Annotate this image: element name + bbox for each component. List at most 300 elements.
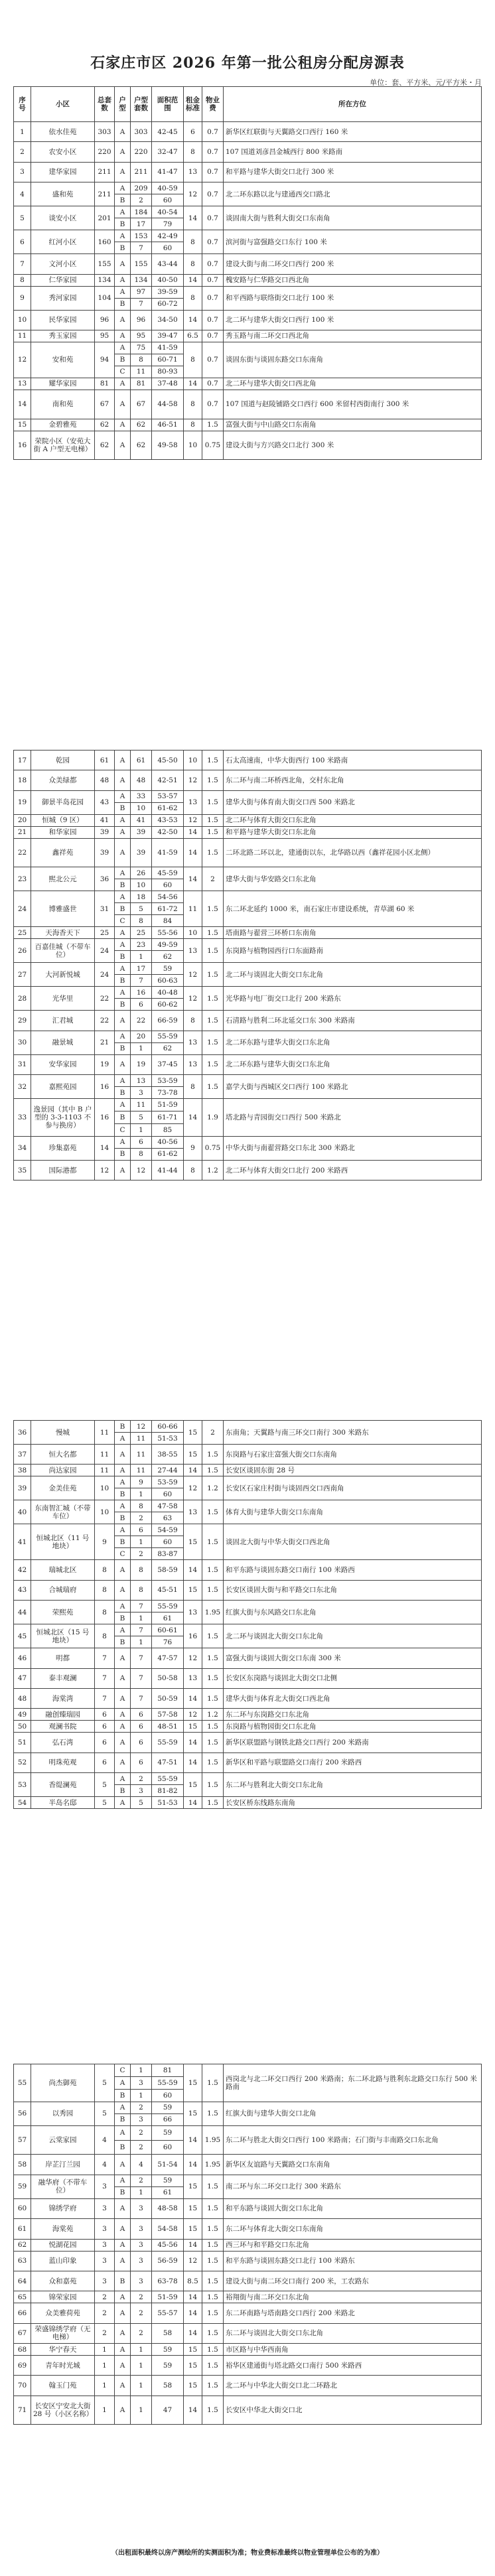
table-row [14,310,482,330]
row-number: 41 [14,1524,31,1560]
property-fee: 1.2 [202,1476,224,1500]
location: 富强大街与谈固大街交口东南 300 米 [224,1648,482,1668]
area-range: 60 [152,194,184,206]
unit-type: B [115,1512,131,1524]
type-units: 39 [131,826,152,838]
total-units: 94 [95,342,115,378]
column-header: 小区 [31,87,95,122]
rent-standard: 15 [184,2344,202,2356]
type-units: 8 [131,1560,152,1580]
area-range: 51-59 [152,2291,184,2303]
area-range: 59 [152,2356,184,2376]
row-number: 8 [14,274,31,286]
unit-type: A [115,2076,131,2089]
area-range: 61 [152,2186,184,2198]
row-number: 3 [14,162,31,182]
table-row [14,162,482,182]
unit-type: A [115,1753,131,1772]
property-fee: 0.7 [202,142,224,162]
unit-type: C [115,915,131,927]
location: 东二环与东岗路交口东北角 [224,1709,482,1721]
location: 裕华区建通街与塔北路交口南行 500 米路西 [224,2356,482,2376]
total-units: 19 [95,1054,115,1074]
rent-standard: 15 [184,2102,202,2125]
property-fee: 0.7 [202,330,224,342]
total-units: 1 [95,2344,115,2356]
location: 裕翔街与南二环交口东北角 [224,2291,482,2303]
property-fee: 1.5 [202,2291,224,2303]
community-name: 海棠苑 [31,2219,95,2239]
table-row [14,1465,482,1476]
allocation-table [13,2064,482,2425]
table-row [14,1560,482,1580]
rent-standard: 14 [184,274,202,286]
row-number: 46 [14,1648,31,1668]
rent-standard: 14 [184,1560,202,1580]
type-units: 1 [131,1536,152,1548]
type-units: 4 [131,2155,152,2175]
table-row [14,378,482,390]
unit-type: A [115,142,131,162]
location: 东二环与谈固北大街交口东北角 [224,2323,482,2343]
total-units: 24 [95,939,115,963]
community-name: 博雅盛世 [31,891,95,927]
unit-type: C [115,2064,131,2077]
rent-standard: 11 [184,891,202,927]
area-range: 47-51 [152,1753,184,1772]
unit-type: A [115,814,131,826]
rent-standard: 15 [184,1524,202,1560]
table-row [14,2271,482,2291]
total-units: 31 [95,891,115,927]
community-name: 秀玉家园 [31,330,95,342]
unit-type: B [115,879,131,891]
table-row [14,230,482,242]
table-row [14,431,482,460]
table-row [14,1054,482,1074]
rent-standard: 12 [184,814,202,826]
rent-standard: 12 [184,2251,202,2271]
property-fee: 1.95 [202,2155,224,2175]
total-units: 36 [95,867,115,891]
document-title: 石家庄市区 2026 年第一批公租房分配房源表 [90,54,405,72]
unit-type: A [115,2198,131,2218]
column-header: 物业费 [202,87,224,122]
community-name: 仁华家园 [31,274,95,286]
total-units: 2 [95,2291,115,2303]
row-number: 29 [14,1011,31,1031]
unit-type: A [115,1136,131,1148]
rent-standard: 13 [184,1668,202,1688]
unit-type: A [115,770,131,790]
total-units: 155 [95,254,115,274]
type-units: 3 [131,1785,152,1797]
total-units: 43 [95,790,115,814]
unit-type: A [115,2396,131,2425]
row-number: 54 [14,1797,31,1809]
area-range: 79 [152,218,184,230]
type-units: 7 [131,1668,152,1688]
rent-standard: 15 [184,2064,202,2102]
row-number: 32 [14,1075,31,1099]
location: 谈固东街与谈固东路交口东南角 [224,342,482,378]
rent-standard: 8 [184,230,202,254]
community-name: 依水佳苑 [31,122,95,142]
rent-standard: 14 [184,2239,202,2251]
total-units: 1 [95,2376,115,2396]
property-fee: 1.9 [202,1099,224,1137]
unit-type: A [115,1601,131,1612]
unit-type: A [115,274,131,286]
rent-standard: 8 [184,254,202,274]
area-range: 55-59 [152,1733,184,1753]
type-units: 10 [131,802,152,814]
unit-type: A [115,1668,131,1688]
area-range: 59 [152,2102,184,2113]
type-units: 22 [131,1011,152,1031]
type-units: 155 [131,254,152,274]
total-units: 39 [95,838,115,867]
table-row [14,2251,482,2271]
property-fee: 1.5 [202,2344,224,2356]
table-row [14,1136,482,1148]
type-units: 17 [131,963,152,975]
location: 石太高速南，中华大街西行 100 米路南 [224,751,482,770]
table-row [14,2102,482,2113]
property-fee: 1.2 [202,1160,224,1180]
unit-type: C [115,366,131,378]
property-fee: 1.5 [202,1580,224,1600]
unit-type: A [115,1031,131,1042]
rent-standard: 14 [184,206,202,230]
total-units: 6 [95,1733,115,1753]
rent-standard: 12 [184,963,202,987]
community-name: 悦湖花园 [31,2239,95,2251]
total-units: 95 [95,330,115,342]
unit-type: A [115,2291,131,2303]
table-row [14,1753,482,1772]
unit-type: A [115,826,131,838]
unit-type: B [115,242,131,254]
area-range: 55-56 [152,927,184,939]
row-number: 69 [14,2356,31,2376]
type-units: 10 [131,879,152,891]
community-name: 锦荣家园 [31,2291,95,2303]
property-fee: 1.5 [202,838,224,867]
table-row [14,1421,482,1433]
rent-standard: 12 [184,182,202,206]
property-fee: 1.2 [202,1709,224,1721]
unit-type: A [115,1445,131,1465]
total-units: 67 [95,390,115,419]
type-units: 1 [131,1636,152,1648]
type-units: 1 [131,2356,152,2376]
community-name: 乾园 [31,751,95,770]
area-range: 60 [152,1488,184,1500]
type-units: 11 [131,1465,152,1476]
unit-type: A [115,1721,131,1733]
area-range: 54-58 [152,2219,184,2239]
location: 东二环南路与塔南路交口西行 200 米路北 [224,2303,482,2323]
area-range: 51-53 [152,1433,184,1445]
total-units: 3 [95,2251,115,2271]
type-units: 18 [131,891,152,903]
rent-standard: 12 [184,1476,202,1500]
property-fee: 1.5 [202,1560,224,1580]
total-units: 22 [95,987,115,1011]
table-row [14,2064,482,2077]
row-number: 22 [14,838,31,867]
community-name: 天海香天下 [31,927,95,939]
type-units: 2 [131,1512,152,1524]
unit-type: A [115,1709,131,1721]
area-range: 54-59 [152,1524,184,1536]
type-units: 8 [131,1580,152,1600]
total-units: 3 [95,2271,115,2291]
location: 北二环与谈固北大街交口东北角 [224,963,482,987]
type-units: 6 [131,1524,152,1536]
row-number: 48 [14,1688,31,1708]
unit-type: A [115,419,131,431]
property-fee: 1.5 [202,1054,224,1074]
unit-type: A [115,1476,131,1488]
community-name: 明珠苑观 [31,1753,95,1772]
property-fee: 0.7 [202,310,224,330]
type-units: 26 [131,867,152,879]
location: 和平东路与谈固大街交口东北角 [224,2198,482,2218]
property-fee: 1.5 [202,939,224,963]
total-units: 3 [95,2219,115,2239]
column-header: 总套数 [95,87,115,122]
total-units: 7 [95,1648,115,1668]
type-units: 3 [131,2198,152,2218]
type-units: 303 [131,122,152,142]
type-units: 97 [131,286,152,298]
location: 新华区和平路与联盟路交口南行 200 米路西 [224,1753,482,1772]
community-name: 建华家园 [31,162,95,182]
rent-standard: 8 [184,390,202,419]
unit-type: A [115,162,131,182]
location: 长安区中华北大街交口北 [224,2396,482,2425]
area-range: 41-59 [152,342,184,354]
row-number: 36 [14,1421,31,1445]
type-units: 6 [131,1753,152,1772]
total-units: 303 [95,122,115,142]
row-number: 15 [14,419,31,431]
rent-standard: 12 [184,987,202,1011]
area-range: 61 [152,1612,184,1624]
total-units: 4 [95,2155,115,2175]
area-range: 58 [152,2376,184,2396]
table-row [14,1688,482,1708]
total-units: 11 [95,1465,115,1476]
type-units: 20 [131,1031,152,1042]
type-units: 13 [131,1075,152,1087]
type-units: 75 [131,342,152,354]
community-name: 翰玉门苑 [31,2376,95,2396]
rent-standard: 14 [184,2303,202,2323]
total-units: 220 [95,142,115,162]
location: 二环北路二环以北，建通街以东，北华路以西（鑫祥花园小区北侧） [224,838,482,867]
unit-type: A [115,2356,131,2376]
row-number: 56 [14,2102,31,2125]
location: 新华区联盟路与钢铁北路交口西行 200 米路南 [224,1733,482,1753]
location: 建华大街与华安路交口东北角 [224,867,482,891]
row-number: 59 [14,2175,31,2198]
unit-type: A [115,1797,131,1809]
unit-type: A [115,838,131,867]
location: 塔北路与青园街交口西行 500 米路北 [224,1099,482,1137]
rent-standard: 8 [184,1075,202,1099]
community-name: 谈安小区 [31,206,95,230]
area-range: 45-51 [152,1580,184,1600]
location: 东二环与胜北大街交口西行 100 米路南；石门街与丰南路交口东北角 [224,2125,482,2155]
area-range: 37-45 [152,1054,184,1074]
table-row [14,1524,482,1536]
location: 长安区石家庄村街与谈固西交口西南角 [224,1476,482,1500]
unit-type: A [115,1773,131,1785]
rent-standard: 14 [184,1797,202,1809]
type-units: 7 [131,298,152,310]
table-row [14,1075,482,1087]
type-units: 2 [131,2102,152,2113]
unit-type: A [115,1160,131,1180]
property-fee: 1.5 [202,2323,224,2343]
type-units: 7 [131,1601,152,1612]
unit-type: A [115,1580,131,1600]
community-name: 瑞城北区 [31,1560,95,1580]
unit-type: B [115,999,131,1011]
total-units: 21 [95,1031,115,1054]
type-units: 153 [131,230,152,242]
rent-standard: 6.5 [184,330,202,342]
type-units: 1 [131,1488,152,1500]
row-number: 5 [14,206,31,230]
location: 东二环与南二环桥西北角，交村东北角 [224,770,482,790]
location: 建华大街与体育北大街交口西北角 [224,1688,482,1708]
row-number: 70 [14,2376,31,2396]
type-units: 8 [131,1500,152,1512]
unit-type: A [115,2175,131,2186]
unit-type: B [115,1148,131,1160]
type-units: 3 [131,2239,152,2251]
total-units: 2 [95,2323,115,2343]
type-units: 7 [131,242,152,254]
area-range: 45-56 [152,2239,184,2251]
area-range: 46-51 [152,419,184,431]
unit-type: A [115,891,131,903]
property-fee: 1.5 [202,1668,224,1688]
total-units: 160 [95,230,115,254]
area-range: 45-59 [152,867,184,879]
area-range: 42-51 [152,770,184,790]
property-fee: 1.5 [202,2303,224,2323]
area-range: 61-62 [152,1148,184,1160]
property-fee: 1.5 [202,2102,224,2125]
property-fee: 0.7 [202,162,224,182]
area-range: 43-44 [152,254,184,274]
rent-standard: 14 [184,1753,202,1772]
total-units: 11 [95,1445,115,1465]
location: 东二环与体育北大街交口东南角 [224,2219,482,2239]
community-name: 香缇澜苑 [31,1773,95,1797]
table-row [14,342,482,354]
type-units: 3 [131,2113,152,2125]
type-units: 17 [131,218,152,230]
row-number: 10 [14,310,31,330]
community-name: 光华里 [31,987,95,1011]
type-units: 1 [131,951,152,963]
unit-type: A [115,390,131,419]
community-name: 岸芷汀兰园 [31,2155,95,2175]
location: 槐安路与仁华路交口西北角 [224,274,482,286]
area-range: 54-56 [152,891,184,903]
location: 富强大街与中山路交口东南角 [224,419,482,431]
community-name: 金碧雅苑 [31,419,95,431]
community-name: 安和苑 [31,342,95,378]
community-name: 蓝山印象 [31,2251,95,2271]
row-number: 47 [14,1668,31,1688]
rent-standard: 15 [184,2219,202,2239]
row-number: 19 [14,790,31,814]
table-row [14,1624,482,1636]
table-row [14,2396,482,2425]
community-name: 东南智汇城（不带车位） [31,1500,95,1524]
row-number: 35 [14,1160,31,1180]
unit-type: B [115,194,131,206]
community-name: 半岛名邸 [31,1797,95,1809]
table-row [14,867,482,879]
unit-type: A [115,927,131,939]
unit-type: A [115,1465,131,1476]
property-fee: 0.75 [202,431,224,460]
location: 北二环与谈固北大街交口东北角 [224,1624,482,1648]
location: 秀玉路与南二环交口西北角 [224,330,482,342]
rent-standard: 14 [184,867,202,891]
area-range: 62 [152,951,184,963]
community-name: 观澜书院 [31,1721,95,1733]
community-name: 弘石湾 [31,1733,95,1753]
type-units: 62 [131,431,152,460]
community-name: 大河新悦城 [31,963,95,987]
community-name: 珍集嘉苑 [31,1136,95,1160]
total-units: 22 [95,1011,115,1031]
row-number: 26 [14,939,31,963]
community-name: 南和苑 [31,390,95,419]
row-number: 39 [14,1476,31,1500]
rent-standard: 8 [184,286,202,310]
total-units: 12 [95,1160,115,1180]
area-range: 59 [152,2125,184,2140]
area-range: 63-78 [152,2271,184,2291]
type-units: 8 [131,354,152,366]
location: 和平东路与谈固东路交口南行 100 米路西 [224,1560,482,1580]
row-number: 25 [14,927,31,939]
area-range: 48-51 [152,1721,184,1733]
property-fee: 1.5 [202,1773,224,1797]
property-fee: 0.7 [202,122,224,142]
rent-standard: 10 [184,431,202,460]
type-units: 3 [131,2219,152,2239]
property-fee: 1.5 [202,1500,224,1524]
property-fee: 1.5 [202,963,224,987]
area-range: 47 [152,2396,184,2425]
location: 谈固南大街与胜利大街交口东南角 [224,206,482,230]
location: 北二环与建华大街交口西行 100 米 [224,310,482,330]
community-name: 荣盛锦绣学府（无电梯） [31,2323,95,2343]
location: 东南角；天翼路与南三环交口南行 300 米路东 [224,1421,482,1445]
row-number: 27 [14,963,31,987]
